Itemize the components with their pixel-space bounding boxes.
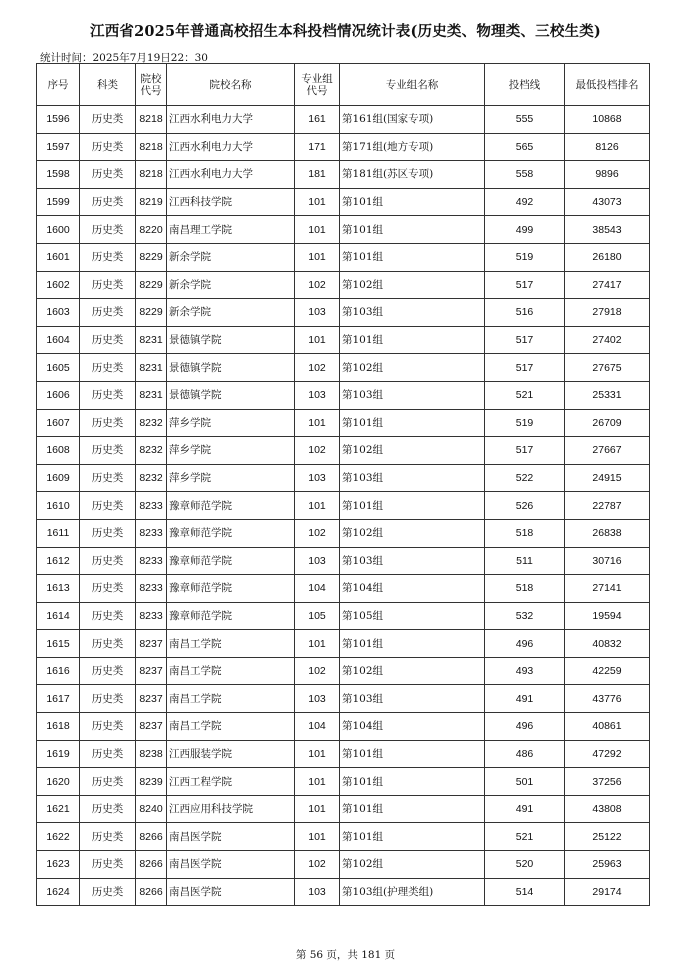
cell-school-code: 8218 (136, 106, 167, 134)
cell-group-name: 第102组 (340, 271, 485, 299)
header-category: 科类 (80, 64, 136, 106)
cell-group-name: 第102组 (340, 851, 485, 879)
table-row (37, 547, 650, 575)
cell-category: 历史类 (80, 823, 136, 851)
cell-group-name: 第181组(苏区专项) (340, 161, 485, 189)
cell-group-name: 第101组 (340, 243, 485, 271)
cell-min-rank: 9896 (565, 161, 650, 189)
cell-category: 历史类 (80, 299, 136, 327)
cell-group-name: 第101组 (340, 326, 485, 354)
cell-min-rank: 26180 (565, 243, 650, 271)
cell-cutoff: 521 (485, 381, 565, 409)
cell-cutoff: 558 (485, 161, 565, 189)
cell-cutoff: 501 (485, 768, 565, 796)
cell-cutoff: 511 (485, 547, 565, 575)
cell-group-code: 102 (295, 437, 340, 465)
table-row (37, 133, 650, 161)
cell-category: 历史类 (80, 768, 136, 796)
cell-min-rank: 24915 (565, 464, 650, 492)
cell-group-name: 第103组 (340, 464, 485, 492)
cell-cutoff: 519 (485, 243, 565, 271)
cell-school-code: 8231 (136, 381, 167, 409)
cell-school-name: 新余学院 (167, 299, 295, 327)
cell-cutoff: 518 (485, 575, 565, 603)
cell-group-name: 第103组 (340, 685, 485, 713)
cell-category: 历史类 (80, 106, 136, 134)
cell-school-code: 8229 (136, 271, 167, 299)
cell-seq: 1615 (37, 630, 80, 658)
cell-cutoff: 486 (485, 740, 565, 768)
cell-school-code: 8233 (136, 575, 167, 603)
cell-seq: 1624 (37, 878, 80, 906)
cell-seq: 1620 (37, 768, 80, 796)
cell-group-name: 第102组 (340, 437, 485, 465)
cell-school-name: 江西水利电力大学 (167, 133, 295, 161)
cell-seq: 1610 (37, 492, 80, 520)
cell-seq: 1601 (37, 243, 80, 271)
cell-group-code: 103 (295, 547, 340, 575)
cell-category: 历史类 (80, 657, 136, 685)
table-row (37, 768, 650, 796)
cell-min-rank: 30716 (565, 547, 650, 575)
cell-group-name: 第101组 (340, 216, 485, 244)
cell-min-rank: 47292 (565, 740, 650, 768)
cell-school-name: 江西工程学院 (167, 768, 295, 796)
cell-school-code: 8239 (136, 768, 167, 796)
cell-group-name: 第105组 (340, 602, 485, 630)
cell-seq: 1617 (37, 685, 80, 713)
cell-school-name: 景德镇学院 (167, 326, 295, 354)
cell-cutoff: 521 (485, 823, 565, 851)
document-title: 江西省2025年普通高校招生本科投档情况统计表(历史类、物理类、三校生类) (90, 23, 601, 40)
cell-seq: 1604 (37, 326, 80, 354)
cell-school-code: 8266 (136, 851, 167, 879)
cell-school-name: 豫章师范学院 (167, 602, 295, 630)
cell-seq: 1599 (37, 188, 80, 216)
cell-cutoff: 519 (485, 409, 565, 437)
cell-category: 历史类 (80, 547, 136, 575)
cell-group-code: 102 (295, 519, 340, 547)
cell-min-rank: 27141 (565, 575, 650, 603)
cell-group-code: 101 (295, 326, 340, 354)
cell-category: 历史类 (80, 713, 136, 741)
cell-min-rank: 25963 (565, 851, 650, 879)
cell-group-name: 第171组(地方专项) (340, 133, 485, 161)
cell-group-code: 102 (295, 354, 340, 382)
cell-min-rank: 22787 (565, 492, 650, 520)
cell-cutoff: 520 (485, 851, 565, 879)
table-row (37, 271, 650, 299)
cell-school-name: 豫章师范学院 (167, 519, 295, 547)
cell-cutoff: 514 (485, 878, 565, 906)
cell-group-code: 102 (295, 271, 340, 299)
cell-group-name: 第103组 (340, 381, 485, 409)
header-school-code: 院校代号 (136, 64, 167, 106)
table-row (37, 106, 650, 134)
cell-seq: 1603 (37, 299, 80, 327)
cell-min-rank: 40861 (565, 713, 650, 741)
cell-group-code: 104 (295, 575, 340, 603)
cell-school-code: 8232 (136, 409, 167, 437)
table-row (37, 630, 650, 658)
cell-min-rank: 27667 (565, 437, 650, 465)
cell-cutoff: 517 (485, 326, 565, 354)
cell-school-code: 8229 (136, 243, 167, 271)
table-row (37, 381, 650, 409)
cell-group-code: 103 (295, 464, 340, 492)
cell-group-name: 第102组 (340, 657, 485, 685)
table-row (37, 602, 650, 630)
table-row (37, 575, 650, 603)
cell-school-name: 豫章师范学院 (167, 492, 295, 520)
cell-seq: 1613 (37, 575, 80, 603)
header-group-name: 专业组名称 (340, 64, 485, 106)
cell-category: 历史类 (80, 492, 136, 520)
cell-group-code: 101 (295, 188, 340, 216)
cell-school-name: 萍乡学院 (167, 437, 295, 465)
cell-group-code: 102 (295, 851, 340, 879)
cell-group-name: 第101组 (340, 740, 485, 768)
cell-seq: 1612 (37, 547, 80, 575)
cell-category: 历史类 (80, 354, 136, 382)
cell-category: 历史类 (80, 133, 136, 161)
cell-school-code: 8229 (136, 299, 167, 327)
cell-min-rank: 37256 (565, 768, 650, 796)
cell-school-name: 萍乡学院 (167, 409, 295, 437)
cell-cutoff: 517 (485, 354, 565, 382)
cell-category: 历史类 (80, 795, 136, 823)
cell-group-code: 101 (295, 216, 340, 244)
cell-min-rank: 25122 (565, 823, 650, 851)
admission-table (36, 63, 650, 906)
cell-school-code: 8238 (136, 740, 167, 768)
cell-seq: 1597 (37, 133, 80, 161)
cell-group-name: 第103组 (340, 547, 485, 575)
cell-seq: 1614 (37, 602, 80, 630)
table-row (37, 878, 650, 906)
cell-seq: 1596 (37, 106, 80, 134)
cell-school-name: 江西水利电力大学 (167, 161, 295, 189)
cell-min-rank: 25331 (565, 381, 650, 409)
header-min-rank: 最低投档排名 (565, 64, 650, 106)
cell-school-code: 8232 (136, 437, 167, 465)
cell-group-code: 101 (295, 768, 340, 796)
cell-seq: 1605 (37, 354, 80, 382)
cell-cutoff: 491 (485, 795, 565, 823)
cell-category: 历史类 (80, 161, 136, 189)
cell-category: 历史类 (80, 437, 136, 465)
cell-group-name: 第101组 (340, 409, 485, 437)
table-row (37, 243, 650, 271)
cell-school-name: 江西服装学院 (167, 740, 295, 768)
cell-school-code: 8232 (136, 464, 167, 492)
cell-category: 历史类 (80, 188, 136, 216)
cell-group-name: 第101组 (340, 630, 485, 658)
cell-cutoff: 499 (485, 216, 565, 244)
table-row (37, 519, 650, 547)
cell-min-rank: 19594 (565, 602, 650, 630)
cell-min-rank: 27918 (565, 299, 650, 327)
statistics-time: 统计时间：2025年7月19日22：30 (40, 52, 208, 64)
cell-min-rank: 43776 (565, 685, 650, 713)
table-row (37, 354, 650, 382)
cell-category: 历史类 (80, 326, 136, 354)
cell-group-name: 第104组 (340, 575, 485, 603)
table-row (37, 161, 650, 189)
cell-school-name: 景德镇学院 (167, 354, 295, 382)
table-row (37, 492, 650, 520)
cell-school-code: 8237 (136, 630, 167, 658)
cell-school-name: 南昌医学院 (167, 823, 295, 851)
cell-group-code: 101 (295, 823, 340, 851)
cell-group-name: 第102组 (340, 354, 485, 382)
cell-group-code: 103 (295, 381, 340, 409)
cell-cutoff: 496 (485, 713, 565, 741)
cell-school-name: 南昌工学院 (167, 685, 295, 713)
cell-school-code: 8240 (136, 795, 167, 823)
cell-school-name: 江西应用科技学院 (167, 795, 295, 823)
cell-min-rank: 8126 (565, 133, 650, 161)
cell-school-name: 南昌工学院 (167, 713, 295, 741)
cell-school-name: 南昌工学院 (167, 630, 295, 658)
table-row (37, 685, 650, 713)
cell-school-name: 江西科技学院 (167, 188, 295, 216)
cell-group-name: 第101组 (340, 795, 485, 823)
cell-group-code: 101 (295, 492, 340, 520)
cell-seq: 1602 (37, 271, 80, 299)
cell-category: 历史类 (80, 519, 136, 547)
table-row (37, 464, 650, 492)
cell-group-name: 第102组 (340, 519, 485, 547)
table-row (37, 216, 650, 244)
cell-school-name: 新余学院 (167, 271, 295, 299)
cell-category: 历史类 (80, 740, 136, 768)
cell-min-rank: 43808 (565, 795, 650, 823)
table-row (37, 740, 650, 768)
cell-group-code: 102 (295, 657, 340, 685)
cell-cutoff: 526 (485, 492, 565, 520)
cell-category: 历史类 (80, 630, 136, 658)
cell-group-name: 第103组(护理类组) (340, 878, 485, 906)
cell-min-rank: 40832 (565, 630, 650, 658)
cell-category: 历史类 (80, 216, 136, 244)
cell-cutoff: 516 (485, 299, 565, 327)
cell-school-name: 南昌理工学院 (167, 216, 295, 244)
cell-group-name: 第101组 (340, 492, 485, 520)
cell-school-code: 8218 (136, 161, 167, 189)
table-row (37, 326, 650, 354)
cell-category: 历史类 (80, 602, 136, 630)
cell-seq: 1611 (37, 519, 80, 547)
cell-group-code: 161 (295, 106, 340, 134)
cell-seq: 1619 (37, 740, 80, 768)
cell-school-name: 南昌医学院 (167, 878, 295, 906)
cell-min-rank: 27402 (565, 326, 650, 354)
table-row (37, 299, 650, 327)
cell-school-name: 南昌医学院 (167, 851, 295, 879)
cell-school-code: 8233 (136, 519, 167, 547)
cell-category: 历史类 (80, 464, 136, 492)
cell-group-code: 101 (295, 630, 340, 658)
cell-seq: 1608 (37, 437, 80, 465)
table-row (37, 188, 650, 216)
cell-min-rank: 26838 (565, 519, 650, 547)
cell-min-rank: 42259 (565, 657, 650, 685)
cell-seq: 1618 (37, 713, 80, 741)
cell-category: 历史类 (80, 409, 136, 437)
cell-school-name: 江西水利电力大学 (167, 106, 295, 134)
cell-school-code: 8220 (136, 216, 167, 244)
cell-category: 历史类 (80, 878, 136, 906)
cell-group-code: 101 (295, 243, 340, 271)
cell-group-name: 第104组 (340, 713, 485, 741)
cell-school-code: 8237 (136, 713, 167, 741)
cell-cutoff: 532 (485, 602, 565, 630)
cell-school-code: 8237 (136, 685, 167, 713)
cell-category: 历史类 (80, 243, 136, 271)
cell-seq: 1616 (37, 657, 80, 685)
cell-cutoff: 496 (485, 630, 565, 658)
cell-cutoff: 565 (485, 133, 565, 161)
cell-category: 历史类 (80, 575, 136, 603)
table-header-row (37, 64, 650, 106)
cell-cutoff: 491 (485, 685, 565, 713)
cell-school-name: 豫章师范学院 (167, 575, 295, 603)
cell-group-code: 101 (295, 409, 340, 437)
cell-school-name: 景德镇学院 (167, 381, 295, 409)
cell-school-code: 8233 (136, 492, 167, 520)
cell-school-code: 8266 (136, 878, 167, 906)
page-footer: 第 56 页，共 181 页 (295, 949, 396, 961)
cell-seq: 1607 (37, 409, 80, 437)
cell-min-rank: 38543 (565, 216, 650, 244)
table-row (37, 409, 650, 437)
cell-seq: 1606 (37, 381, 80, 409)
cell-seq: 1600 (37, 216, 80, 244)
cell-seq: 1609 (37, 464, 80, 492)
cell-group-code: 103 (295, 878, 340, 906)
table-row (37, 713, 650, 741)
cell-school-code: 8237 (136, 657, 167, 685)
cell-min-rank: 27417 (565, 271, 650, 299)
cell-school-name: 南昌工学院 (167, 657, 295, 685)
cell-seq: 1623 (37, 851, 80, 879)
cell-cutoff: 493 (485, 657, 565, 685)
cell-school-code: 8231 (136, 326, 167, 354)
cell-group-code: 104 (295, 713, 340, 741)
cell-cutoff: 517 (485, 437, 565, 465)
cell-group-code: 105 (295, 602, 340, 630)
header-school-name: 院校名称 (167, 64, 295, 106)
cell-seq: 1621 (37, 795, 80, 823)
cell-school-name: 萍乡学院 (167, 464, 295, 492)
cell-group-name: 第101组 (340, 188, 485, 216)
cell-group-name: 第103组 (340, 299, 485, 327)
cell-category: 历史类 (80, 381, 136, 409)
cell-group-code: 171 (295, 133, 340, 161)
cell-school-code: 8219 (136, 188, 167, 216)
cell-group-name: 第161组(国家专项) (340, 106, 485, 134)
cell-school-code: 8233 (136, 547, 167, 575)
cell-group-name: 第101组 (340, 768, 485, 796)
cell-group-code: 101 (295, 740, 340, 768)
table-row (37, 795, 650, 823)
cell-min-rank: 29174 (565, 878, 650, 906)
cell-seq: 1622 (37, 823, 80, 851)
cell-group-code: 101 (295, 795, 340, 823)
cell-school-code: 8218 (136, 133, 167, 161)
cell-cutoff: 522 (485, 464, 565, 492)
cell-seq: 1598 (37, 161, 80, 189)
header-cutoff: 投档线 (485, 64, 565, 106)
cell-cutoff: 518 (485, 519, 565, 547)
cell-cutoff: 517 (485, 271, 565, 299)
cell-category: 历史类 (80, 685, 136, 713)
cell-group-name: 第101组 (340, 823, 485, 851)
cell-school-code: 8231 (136, 354, 167, 382)
cell-min-rank: 26709 (565, 409, 650, 437)
cell-school-code: 8233 (136, 602, 167, 630)
cell-category: 历史类 (80, 851, 136, 879)
cell-school-name: 豫章师范学院 (167, 547, 295, 575)
cell-cutoff: 492 (485, 188, 565, 216)
cell-min-rank: 43073 (565, 188, 650, 216)
header-group-code: 专业组代号 (295, 64, 340, 106)
table-row (37, 437, 650, 465)
table-row (37, 823, 650, 851)
cell-group-code: 181 (295, 161, 340, 189)
table-row (37, 657, 650, 685)
table-row (37, 851, 650, 879)
cell-school-name: 新余学院 (167, 243, 295, 271)
cell-group-code: 103 (295, 685, 340, 713)
cell-category: 历史类 (80, 271, 136, 299)
cell-school-code: 8266 (136, 823, 167, 851)
cell-min-rank: 27675 (565, 354, 650, 382)
cell-min-rank: 10868 (565, 106, 650, 134)
cell-cutoff: 555 (485, 106, 565, 134)
header-seq: 序号 (37, 64, 80, 106)
cell-group-code: 103 (295, 299, 340, 327)
